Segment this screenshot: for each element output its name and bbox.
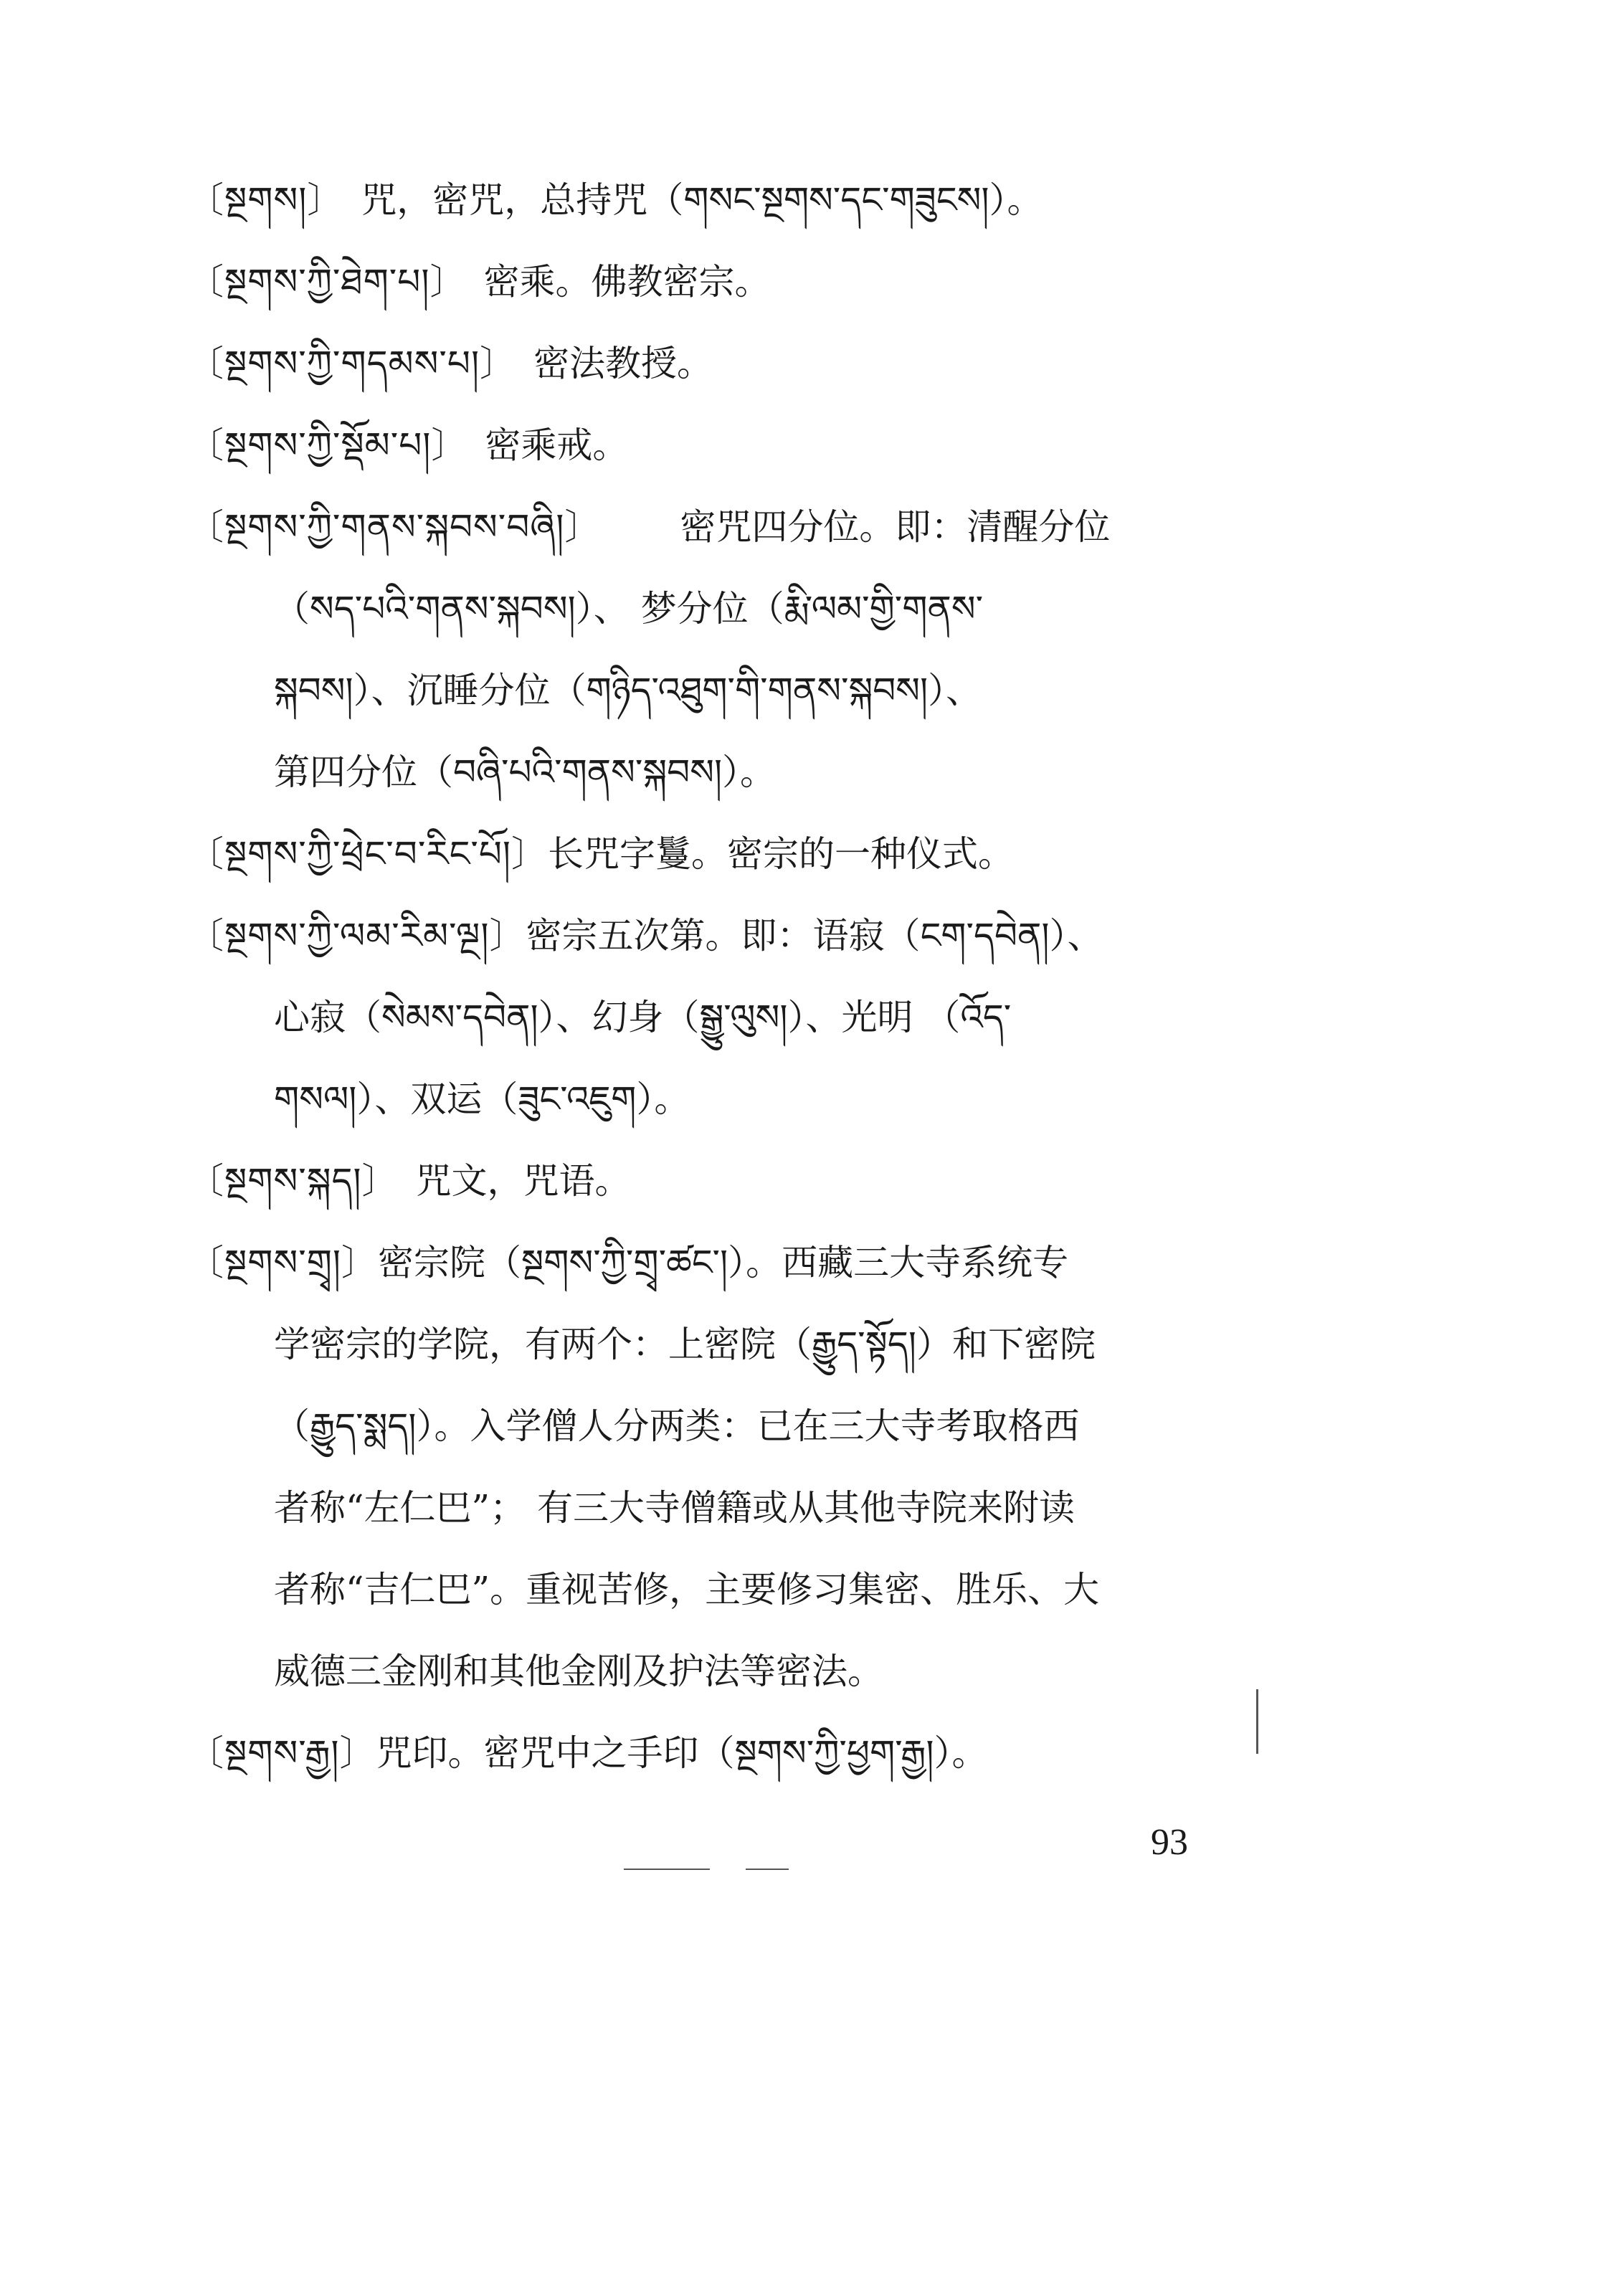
entry-sngags-kyi-sdom-pa	[188, 404, 1263, 486]
headword: 〔སྔགས་ཀྱི་ཐེག་པ།〕	[188, 261, 467, 303]
headword: 〔སྔགས་ཀྱི་ལམ་རིམ་ལྔ།〕	[188, 915, 526, 956]
entry-line	[188, 895, 1263, 977]
definition: 密法教授。	[533, 343, 713, 384]
entry-line-continued: 学密宗的学院，有两个：上密院（རྒྱུད་སྟོད།）和下密院	[274, 1324, 1096, 1365]
headword: 〔སྔགས་ཀྱི་སྡོམ་པ།〕	[188, 424, 468, 466]
entry-sngags-kyi-gdams-pa	[188, 323, 1263, 404]
entry-sngags-kyi-gnas-skabs-bzhi	[188, 486, 1263, 813]
entry-line	[188, 1140, 1263, 1222]
scan-speck	[1256, 1689, 1258, 1754]
headword: 〔སྔགས་ཀྱི་གནས་སྐབས་བཞི།〕	[188, 506, 602, 548]
entry-line-continued: སྐབས།）、沉睡分位（གཉིད་འཐུག་གི་གནས་སྐབས།）、	[274, 670, 982, 711]
entry-line-continued: གསལ།）、双运（ཟུང་འཇུག）。	[274, 1078, 690, 1120]
definition: 密宗五次第。即：语寂（ངག་དབེན།）、	[526, 915, 1103, 956]
definition: 咒印。密咒中之手印（སྔགས་ཀྱི་ཕྱག་རྒྱ།）。	[376, 1732, 988, 1774]
entry-line	[188, 404, 1263, 486]
entry-sngags-grwa	[188, 1222, 1263, 1712]
entry-line	[188, 323, 1263, 404]
definition: 咒文，咒语。	[415, 1160, 631, 1202]
entry-line-continued: 第四分位（བཞི་པའི་གནས་སྐབས།）。	[274, 751, 777, 793]
scan-speck	[746, 1869, 789, 1870]
entry-line-continued: 心寂（སེམས་དབེན།）、幻身（སྒྱུ་ལུས།）、光明 （འོད་	[274, 997, 1012, 1038]
headword: 〔སྔགས་ཀྱི་གདམས་པ།〕	[188, 343, 517, 384]
entry-line-continued: （སད་པའི་གནས་སྐབས།）、 梦分位（རྨི་ལམ་གྱི་གནས་	[274, 588, 984, 630]
entry-line-continued: 威德三金刚和其他金刚及护法等密法。	[274, 1651, 883, 1692]
scan-speck	[624, 1869, 710, 1870]
headword: 〔སྔགས་སྐད།〕	[188, 1160, 399, 1202]
headword: 〔སྔགས།〕	[188, 179, 344, 221]
headword: 〔སྔགས་གྲྭ།〕	[188, 1242, 378, 1283]
entry-line	[188, 1222, 1263, 1304]
page-number: 93	[1151, 1822, 1188, 1863]
entry-line	[188, 159, 1263, 241]
entry-line-continued: （རྒྱུད་སྨད།）。入学僧人分两类：已在三大寺考取格西	[274, 1405, 1080, 1447]
definition: 密宗院（སྔགས་ཀྱི་གྲྭ་ཚང་།）。西藏三大寺系统专	[378, 1242, 1069, 1283]
entry-line-continued: 者称“吉仁巴”。重视苦修，主要修习集密、胜乐、大	[274, 1569, 1100, 1610]
entry-line	[188, 1712, 1263, 1794]
entry-sngags-rgya	[188, 1712, 1263, 1794]
entry-line	[188, 241, 1263, 323]
definition: 咒，密咒，总持咒（གསང་སྔགས་དང་གཟུངས།）。	[361, 179, 1043, 221]
entry-line	[188, 486, 1263, 568]
headword: 〔སྔགས་རྒྱ།〕	[188, 1732, 376, 1774]
definition: 密乘。佛教密宗。	[483, 261, 771, 303]
entry-sngags-kyi-theg-pa	[188, 241, 1263, 323]
entry-sngags-skad	[188, 1140, 1263, 1222]
entry-sngags-kyi-phreng-ba	[188, 813, 1263, 895]
entry-sngags-kyi-lam-rim-lnga	[188, 895, 1263, 1140]
definition: 密咒四分位。即：清醒分位	[680, 506, 1111, 548]
definition: 密乘戒。	[485, 424, 629, 466]
definition: 长咒字鬘。密宗的一种仪式。	[548, 833, 1014, 875]
entry-line	[188, 813, 1263, 895]
entry-sngags	[188, 159, 1263, 241]
headword: 〔སྔགས་ཀྱི་ཕྲེང་བ་རིང་པོ།〕	[188, 833, 548, 875]
entry-line-continued: 者称“左仁巴”； 有三大寺僧籍或从其他寺院来附读	[274, 1487, 1075, 1529]
